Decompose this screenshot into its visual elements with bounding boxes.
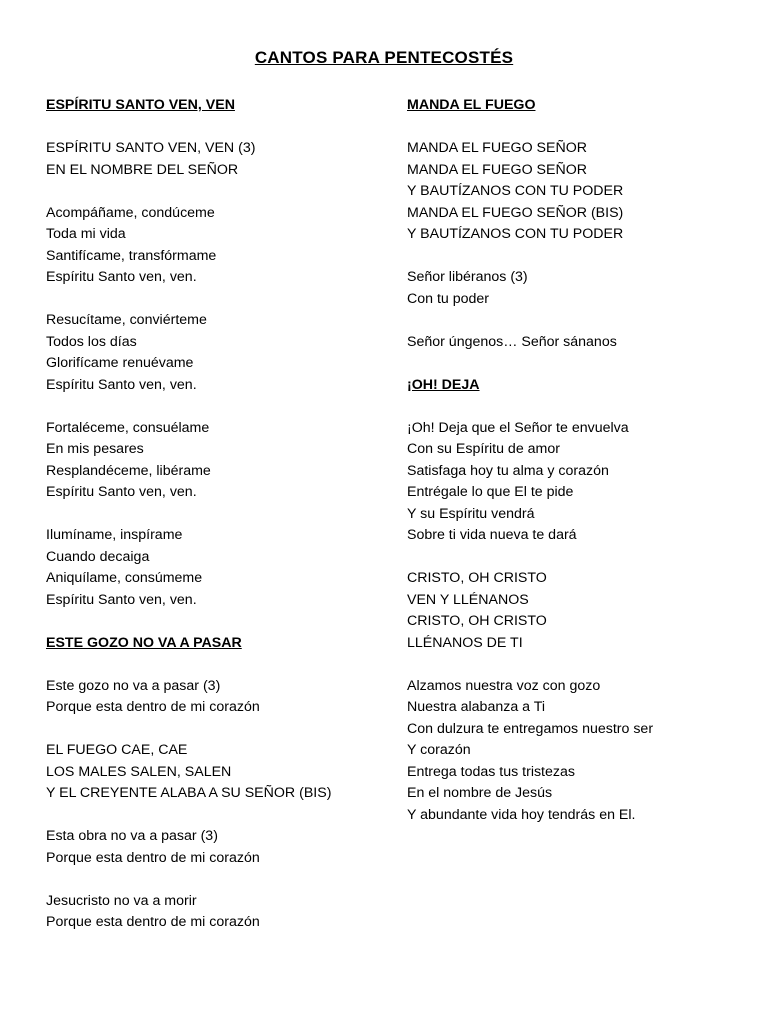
stanza <box>407 332 747 354</box>
lyric-line: Este gozo no va a pasar (3) <box>46 677 221 694</box>
lyric-line: Y corazón <box>407 742 471 758</box>
lyric-line: En el nombre de Jesús <box>407 785 553 801</box>
stanza <box>46 676 386 719</box>
lyric-line: Espíritu Santo ven, ven. <box>46 269 197 285</box>
lyric-line: Santifícame, transfórmame <box>46 247 217 264</box>
lyric-line: EN EL NOMBRE DEL SEÑOR <box>46 161 239 178</box>
lyric-line: Cuando decaiga <box>46 548 150 565</box>
lyric-line: Entrega todas tus tristezas <box>407 763 575 780</box>
lyric-line: Resucítame, conviérteme <box>46 312 207 328</box>
lyric-line: Satisfaga hoy tu alma y corazón <box>407 462 609 479</box>
song-title: ESPÍRITU SANTO VEN, VEN <box>46 97 235 113</box>
lyric-line: Y BAUTÍZANOS CON TU PODER <box>407 226 624 242</box>
song <box>46 633 386 934</box>
lyric-line: Espíritu Santo ven, ven. <box>46 484 197 500</box>
lyric-line: Resplandéceme, libérame <box>46 462 211 479</box>
right-column <box>407 95 747 848</box>
lyric-line: Y abundante vida hoy tendrás en El. <box>407 806 636 823</box>
lyric-line: EL FUEGO CAE, CAE <box>46 742 188 758</box>
stanza <box>46 418 386 504</box>
lyric-line: Sobre ti vida nueva te dará <box>407 527 577 543</box>
lyric-line: Porque esta dentro de mi corazón <box>46 849 260 866</box>
lyric-line: Porque esta dentro de mi corazón <box>46 699 260 715</box>
stanza <box>407 138 747 246</box>
lyric-line: Toda mi vida <box>46 226 126 242</box>
stanza <box>407 568 747 654</box>
lyric-line: Entrégale lo que El te pide <box>407 484 574 500</box>
stanza <box>407 418 747 547</box>
lyric-line: LLÉNANOS DE TI <box>407 634 523 651</box>
song <box>407 375 747 827</box>
stanza <box>407 676 747 827</box>
lyric-line: Y BAUTÍZANOS CON TU PODER <box>407 183 624 199</box>
lyric-line: MANDA EL FUEGO SEÑOR <box>407 140 588 156</box>
stanza <box>407 267 747 310</box>
lyric-line: Con su Espíritu de amor <box>407 441 560 457</box>
lyric-line: Jesucristo no va a morir <box>46 892 197 909</box>
lyric-line: Acompáñame, condúceme <box>46 204 215 221</box>
lyric-line: Glorifícame renuévame <box>46 355 194 371</box>
lyric-line: Nuestra alabanza a Ti <box>407 699 546 715</box>
lyric-line: En mis pesares <box>46 441 144 457</box>
lyric-line: ESPÍRITU SANTO VEN, VEN (3) <box>46 140 256 156</box>
lyric-line: Espíritu Santo ven, ven. <box>46 376 197 393</box>
lyric-line: MANDA EL FUEGO SEÑOR (BIS) <box>407 204 624 221</box>
stanza <box>46 826 386 869</box>
stanza <box>46 740 386 805</box>
lyric-line: Porque esta dentro de mi corazón <box>46 914 260 930</box>
lyric-line: CRISTO, OH CRISTO <box>407 570 547 586</box>
lyric-line: Aniquílame, consúmeme <box>46 570 203 586</box>
lyric-line: Ilumíname, inspírame <box>46 527 183 543</box>
lyric-line: Y su Espíritu vendrá <box>407 505 535 522</box>
lyric-line: Espíritu Santo ven, ven. <box>46 591 197 608</box>
lyric-line: Todos los días <box>46 333 137 350</box>
stanza <box>46 891 386 934</box>
lyric-line: Fortaléceme, consuélame <box>46 419 210 436</box>
song-title: ¡OH! DEJA <box>407 376 480 393</box>
lyric-line: VEN Y LLÉNANOS <box>407 591 529 608</box>
document-title: CANTOS PARA PENTECOSTÉS <box>254 48 514 67</box>
song-title: ESTE GOZO NO VA A PASAR <box>46 634 242 651</box>
song-title: MANDA EL FUEGO <box>407 97 536 113</box>
lyric-line: Alzamos nuestra voz con gozo <box>407 677 601 694</box>
lyric-line: Señor úngenos… Señor sánanos <box>407 333 617 350</box>
song <box>407 95 747 353</box>
lyric-line: MANDA EL FUEGO SEÑOR <box>407 161 588 178</box>
lyric-line: LOS MALES SALEN, SALEN <box>46 763 232 780</box>
left-column <box>46 95 386 955</box>
lyric-line: ¡Oh! Deja que el Señor te envuelva <box>407 419 629 436</box>
lyric-line: Con tu poder <box>407 290 490 307</box>
stanza <box>46 138 386 181</box>
stanza <box>46 203 386 289</box>
stanza <box>46 525 386 611</box>
lyric-line: CRISTO, OH CRISTO <box>407 613 547 629</box>
lyric-line: Señor libéranos (3) <box>407 269 528 285</box>
lyric-line: Y EL CREYENTE ALABA A SU SEÑOR (BIS) <box>46 785 332 801</box>
song <box>46 95 386 611</box>
stanza <box>46 310 386 396</box>
lyric-line: Esta obra no va a pasar (3) <box>46 828 218 844</box>
lyric-line: Con dulzura te entregamos nuestro ser <box>407 720 654 737</box>
